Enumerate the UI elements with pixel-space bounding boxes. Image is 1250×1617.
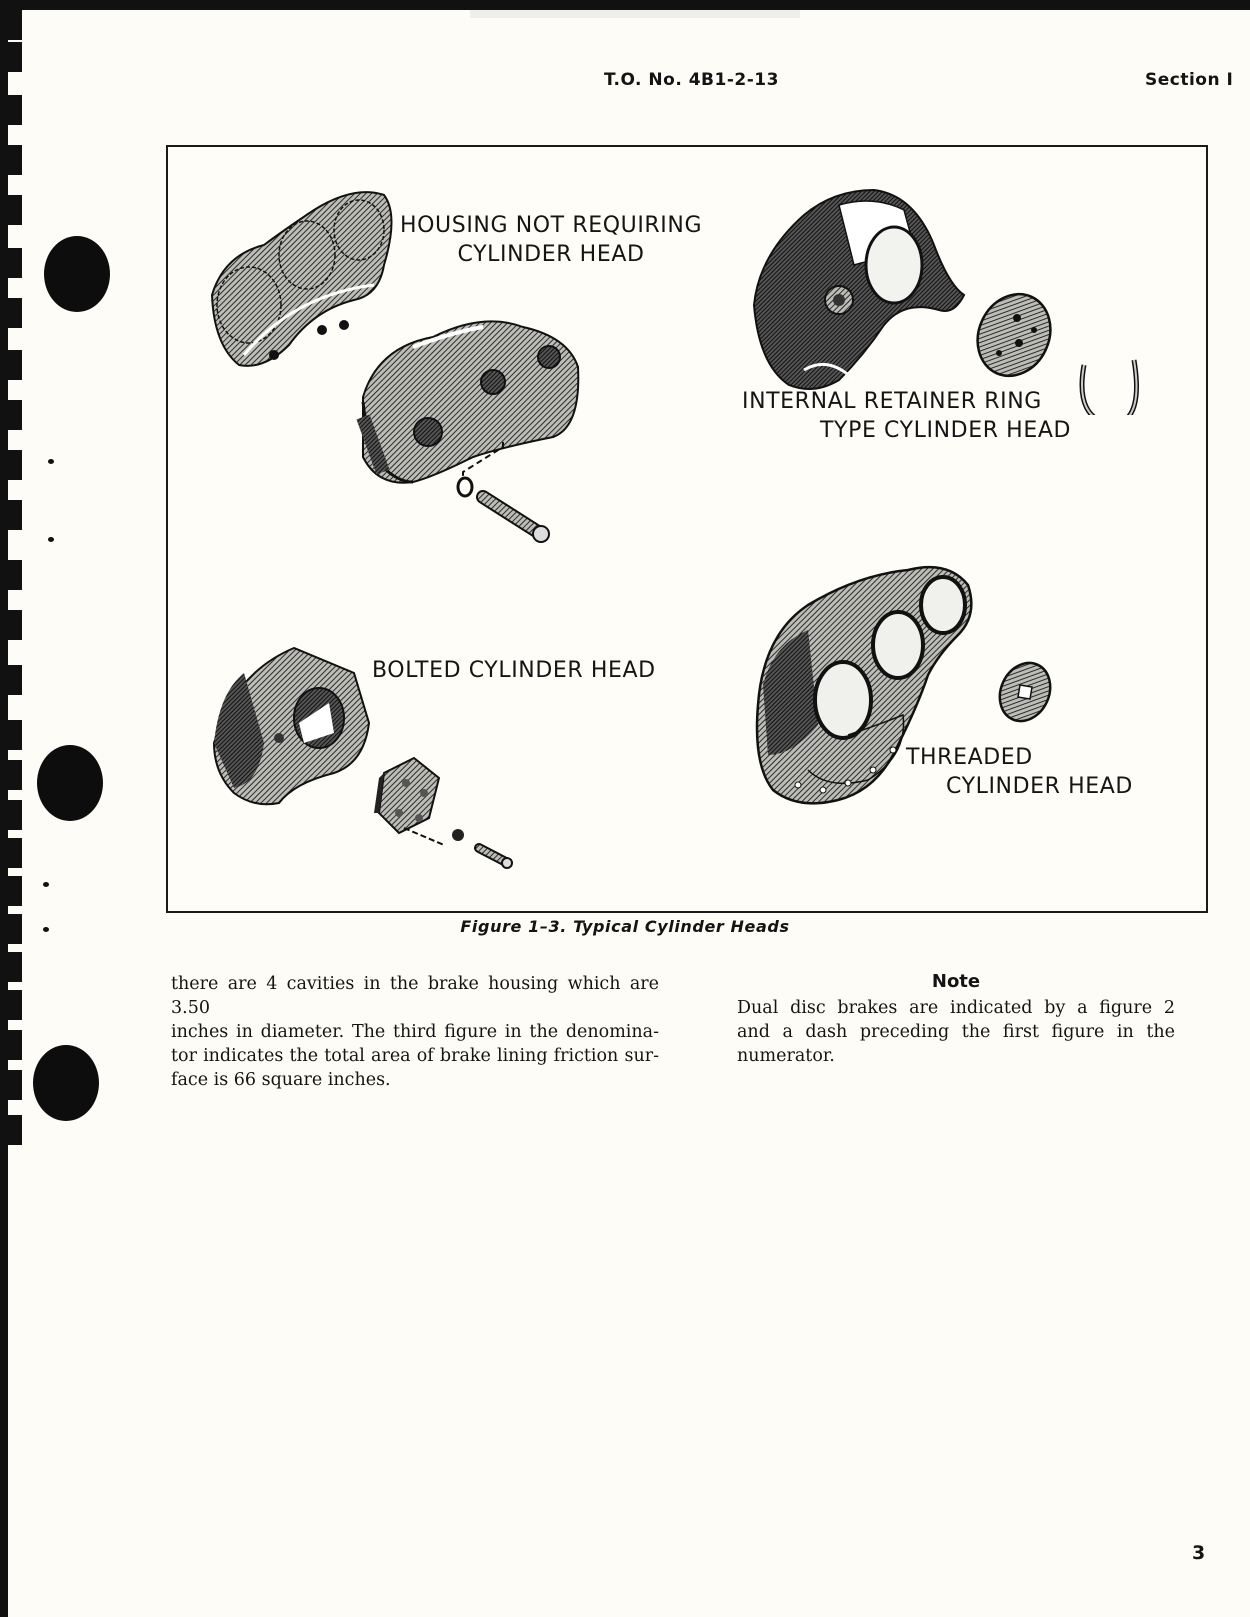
- binding-tab: [0, 95, 22, 125]
- binding-tab: [0, 560, 22, 590]
- body-paragraph: there are 4 cavities in the brake housing which are 3.50 inches in diameter. The third figure in the denomina- tor indicates the total area of brake lining friction sur- face is 66 square inches.: [171, 974, 659, 1090]
- binding-tab: [0, 298, 22, 328]
- binding-tab: [0, 760, 22, 790]
- binding-tab: [0, 350, 22, 380]
- note-title: Note: [931, 971, 981, 992]
- figure-frame: [166, 145, 1208, 913]
- threaded-cap-illustration: [990, 657, 1060, 727]
- page-number: 3: [1192, 1542, 1206, 1564]
- document-number: T.O. No. 4B1-2-13: [604, 70, 779, 90]
- binding-tab: [0, 450, 22, 480]
- binding-tab: [0, 1115, 22, 1145]
- note-block: Note Dual disc brakes are indicated by a figure 2 and a dash preceding the first figure in the numerator.: [737, 971, 1175, 1066]
- scan-speck: [43, 882, 49, 887]
- binding-tab: [0, 952, 22, 982]
- binding-tab: [0, 400, 22, 430]
- binding-tab: [0, 800, 22, 830]
- binding-tab: [0, 876, 22, 906]
- scan-top-edge: [0, 0, 1250, 10]
- scan-bleed-through: [470, 10, 800, 18]
- binding-tab: [0, 720, 22, 750]
- binding-tab: [0, 500, 22, 530]
- scan-speck: [48, 459, 54, 464]
- punch-hole: [33, 1045, 99, 1121]
- binding-tab: [0, 665, 22, 695]
- binding-tab: [0, 1030, 22, 1060]
- binding-tab: [0, 1070, 22, 1100]
- figure-caption: Figure 1–3. Typical Cylinder Heads: [460, 917, 790, 936]
- binding-tab: [0, 42, 22, 72]
- punch-hole: [37, 745, 103, 821]
- binding-tab: [0, 610, 22, 640]
- binding-tab: [0, 195, 22, 225]
- label-threaded-cylinder-head: THREADED CYLINDER HEAD: [906, 745, 1133, 799]
- brake-housing-illustration: [353, 307, 583, 547]
- binding-tab: [0, 838, 22, 868]
- binding-tab: [0, 990, 22, 1020]
- section-label: Section I: [1145, 70, 1234, 90]
- retainer-ring-housing-illustration: [744, 185, 1144, 415]
- label-internal-retainer-ring: INTERNAL RETAINER RING TYPE CYLINDER HEAD: [742, 389, 1072, 443]
- scan-speck: [48, 537, 54, 542]
- binding-tab: [0, 145, 22, 175]
- label-bolted-cylinder-head: BOLTED CYLINDER HEAD: [372, 658, 656, 683]
- punch-hole: [44, 236, 110, 312]
- binding-tab: [0, 10, 22, 40]
- label-housing-not-requiring: HOUSING NOT REQUIRING CYLINDER HEAD: [400, 213, 703, 267]
- bolt-and-washer-illustration: [444, 823, 524, 873]
- binding-tab: [0, 248, 22, 278]
